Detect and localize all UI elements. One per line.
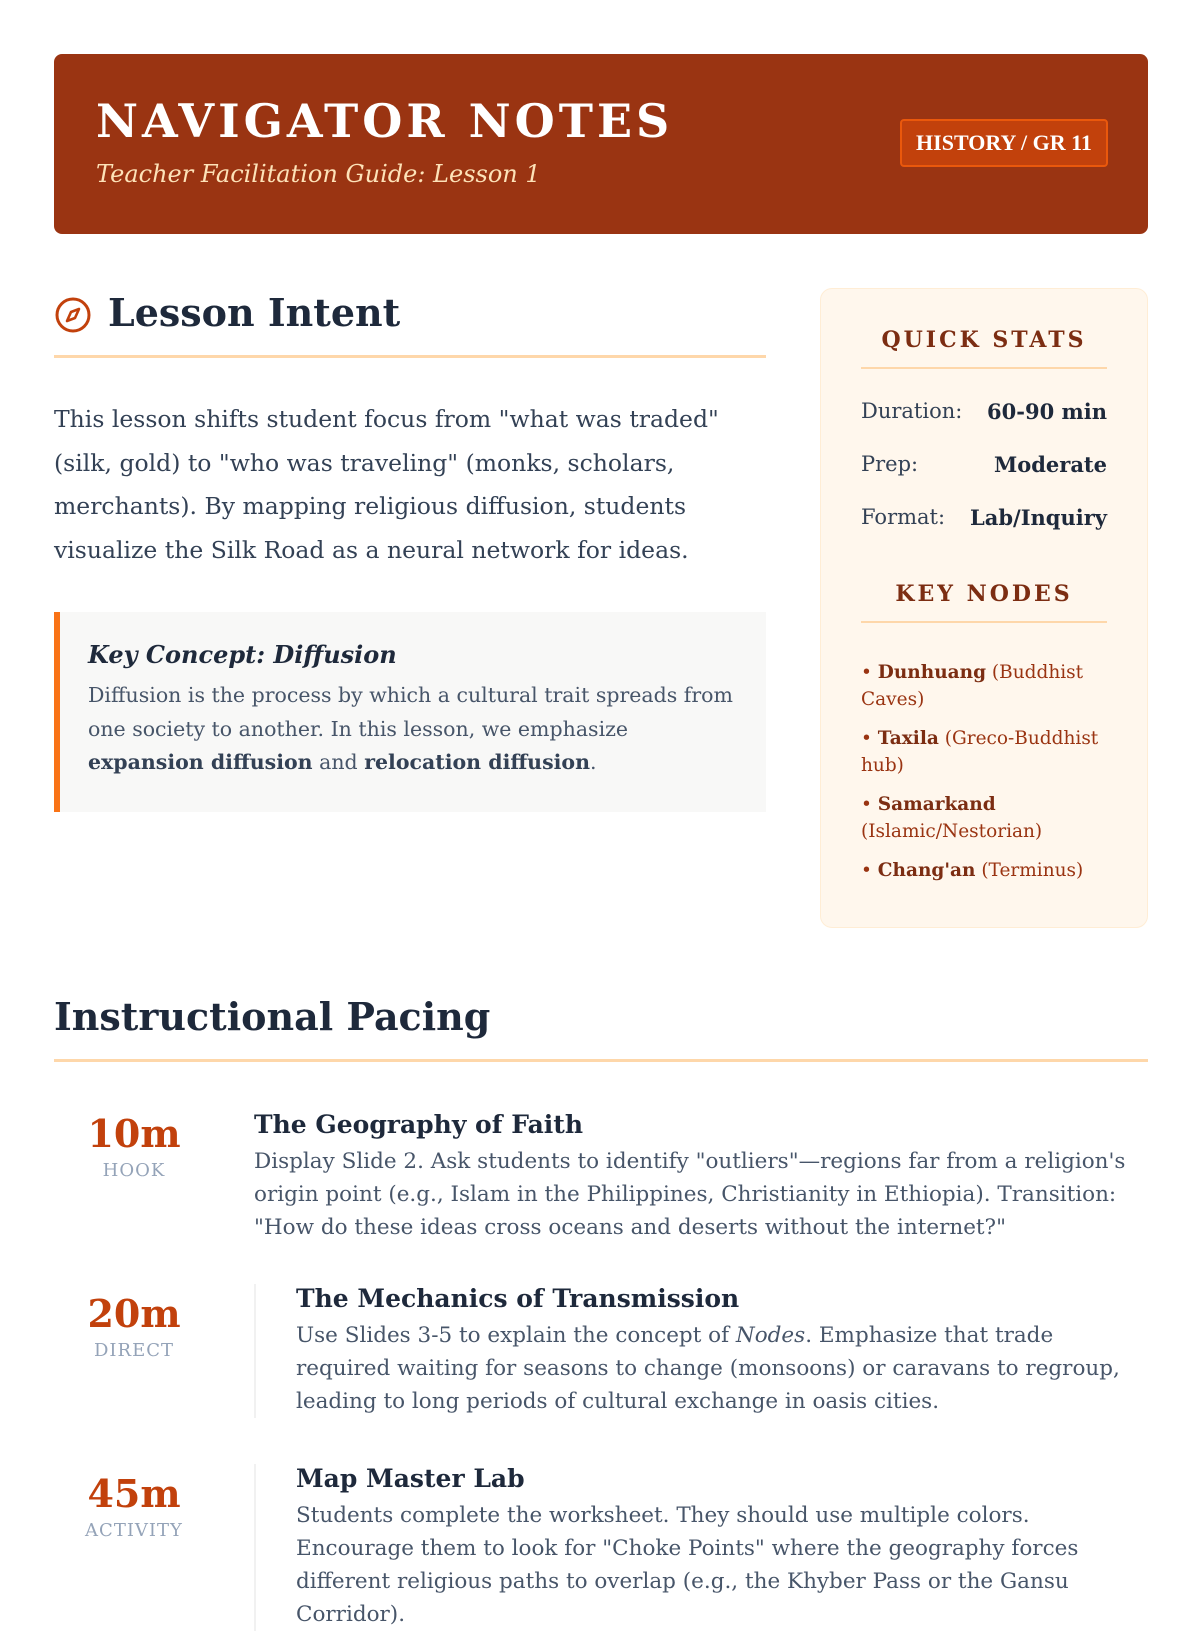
pacing-title: The Mechanics of Transmission xyxy=(296,1284,740,1313)
stat-row-format xyxy=(861,505,1107,530)
list-item: • Chang'an (Terminus) xyxy=(861,860,1084,881)
stat-row-duration xyxy=(861,399,1107,424)
quick-stats-heading: QUICK STATS xyxy=(861,327,1107,369)
key-nodes-list xyxy=(861,659,1111,896)
key-concept-text: Diffusion is the process by which a cultural trait spreads from one society to another. In this lesson, we emphasize expansion diffusion and relocation diffusion. xyxy=(88,683,733,774)
page-header xyxy=(54,54,1148,234)
pacing-time xyxy=(54,1472,214,1541)
pacing-description: Use Slides 3-5 to explain the concept of Nodes. Emphasize that trade required waiting for seasons to change (monsoons) or caravans to regroup, leading to long periods of cultural exchange in oasis cities. xyxy=(296,1323,1120,1414)
pacing-content xyxy=(254,1284,1148,1418)
term-expansion-diffusion: expansion diffusion xyxy=(88,750,313,774)
pacing-duration: 10m xyxy=(87,1111,181,1156)
pacing-heading: Instructional Pacing xyxy=(54,994,1148,1062)
pacing-duration: 20m xyxy=(87,1291,181,1336)
header-title: NAVIGATOR NOTES xyxy=(96,94,674,148)
stat-label: Duration: xyxy=(861,399,963,423)
lesson-intent-text: This lesson shifts student focus from "what was traded" (silk, gold) to "who was traveling" (monks, scholars, merchants). By mapping religious diffusion, students visualize the Silk Road as a neural network for ideas. xyxy=(54,405,719,564)
term-nodes: Nodes xyxy=(735,1323,806,1348)
stat-value: Moderate xyxy=(993,452,1107,477)
key-concept-title: Key Concept: Diffusion xyxy=(88,640,397,669)
compass-icon xyxy=(54,296,92,334)
pacing-content xyxy=(254,1464,1148,1631)
pacing-kind: DIRECT xyxy=(93,1340,174,1361)
stat-value: 60-90 min xyxy=(987,399,1107,424)
pacing-description: Display Slide 2. Ask students to identify "outliers"—regions far from a religion's origin point (e.g., Islam in the Philippines, Christianity in Ethiopia). Transition: "How do these ideas cross oceans and deserts without the internet?" xyxy=(254,1149,1126,1240)
pacing-title: The Geography of Faith xyxy=(254,1110,583,1139)
header-subtitle: Teacher Facilitation Guide: Lesson 1 xyxy=(96,160,541,188)
subject-badge: HISTORY / GR 11 xyxy=(900,119,1108,167)
pacing-time xyxy=(54,1112,214,1181)
pacing-kind: ACTIVITY xyxy=(85,1520,183,1541)
pacing-description: Students complete the worksheet. They should use multiple colors. Encourage them to look for "Choke Points" where the geography forces different religious paths to overlap (e.g., the Khyber Pass or the Gansu Corridor). xyxy=(296,1503,1079,1627)
list-item: • Samarkand (Islamic/Nestorian) xyxy=(861,794,1043,842)
sidebar-panel xyxy=(820,288,1148,928)
term-relocation-diffusion: relocation diffusion xyxy=(364,750,590,774)
stat-label: Format: xyxy=(861,505,946,529)
pacing-kind: HOOK xyxy=(102,1160,166,1181)
stat-value: Lab/Inquiry xyxy=(969,505,1107,530)
pacing-time xyxy=(54,1292,214,1361)
stat-row-prep xyxy=(861,452,1107,477)
stat-label: Prep: xyxy=(861,452,919,476)
lesson-intent-heading xyxy=(54,290,766,358)
pacing-content xyxy=(254,1110,1148,1244)
key-nodes-heading: KEY NODES xyxy=(861,581,1107,623)
list-item: • Taxila (Greco-Buddhist hub) xyxy=(861,728,1099,776)
pacing-title: Map Master Lab xyxy=(296,1464,525,1493)
list-item: • Dunhuang (Buddhist Caves) xyxy=(861,662,1084,710)
pacing-duration: 45m xyxy=(87,1471,181,1516)
lesson-intent-title: Lesson Intent xyxy=(108,290,401,335)
key-concept-callout xyxy=(54,612,766,812)
